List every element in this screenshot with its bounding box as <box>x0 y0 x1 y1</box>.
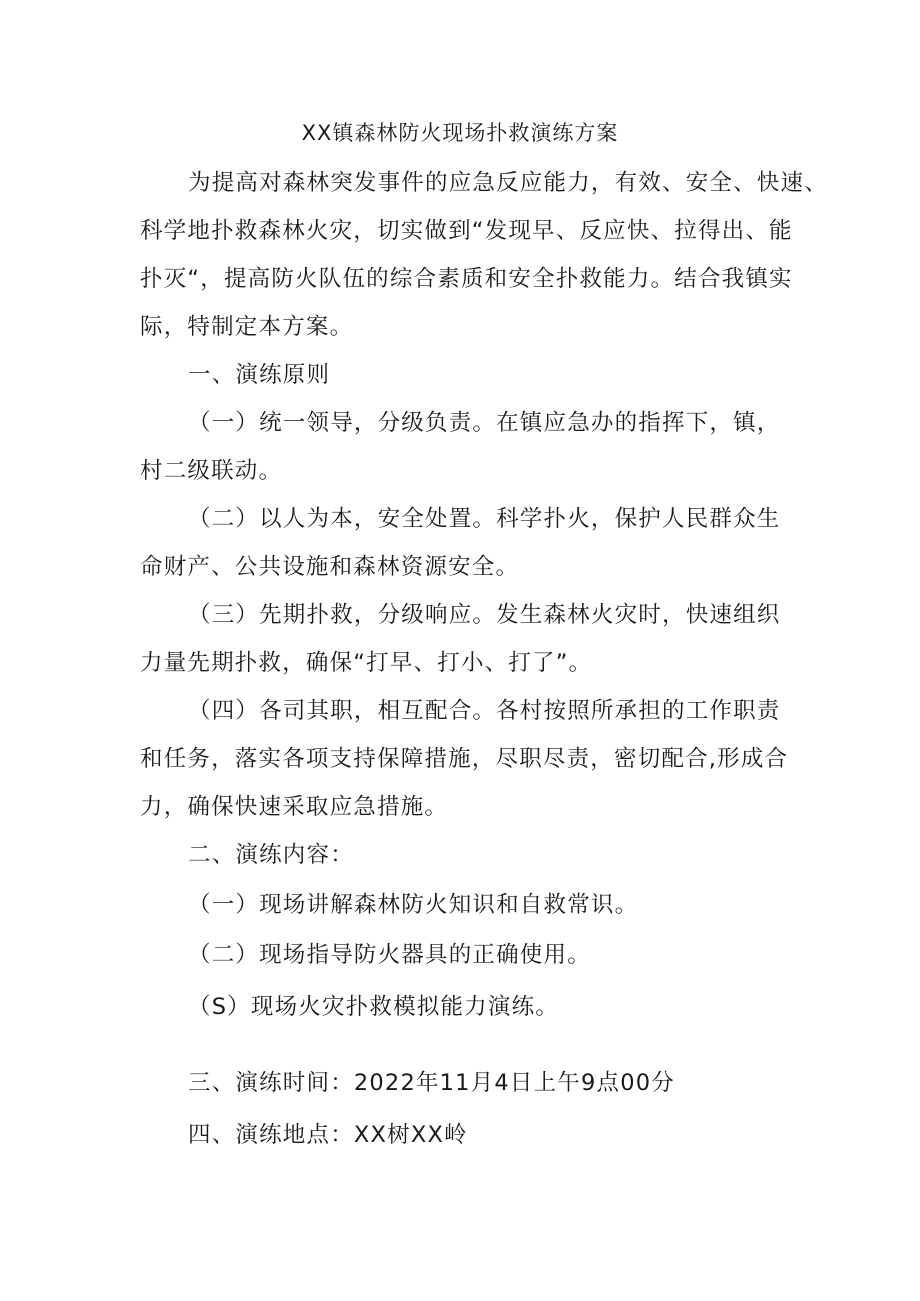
section1-item2-line2: 命财产、公共设施和森林资源安全。 <box>140 554 520 580</box>
section1-item4-line3: 力，确保快速采取应急措施。 <box>140 794 449 820</box>
section1-item2-line1: （二）以人为本，安全处置。科学扑火，保护人民群众生 <box>188 506 781 532</box>
intro-line-2: 科学地扑救森林火灾，切实做到“发现早、反应快、拉得出、能 <box>140 218 793 244</box>
section2-item-2: （二）现场指导防火器具的正确使用。 <box>188 942 591 968</box>
section1-item4-line1: （四）各司其职，相互配合。各村按照所承担的工作职责 <box>188 698 781 724</box>
intro-line-3: 扑灭“，提高防火队伍的综合素质和安全扑救能力。结合我镇实 <box>140 266 793 292</box>
section4-location: 四、演练地点：XX树XX岭 <box>188 1122 468 1148</box>
section2-item-3: （S）现场火灾扑救模拟能力演练。 <box>188 994 559 1020</box>
section3-time: 三、演练时间：2022年11月4日上午9点00分 <box>188 1070 675 1096</box>
section1-item4-line2: 和任务，落实各项支持保障措施，尽职尽责，密切配合,形成合 <box>140 746 789 772</box>
section2-item-1: （一）现场讲解森林防火知识和自救常识。 <box>188 892 639 918</box>
section1-item3-line1: （三）先期扑救，分级响应。发生森林火灾时，快速组织 <box>188 602 781 628</box>
section1-item1-line2: 村二级联动。 <box>140 458 283 484</box>
document-title: XX镇森林防火现场扑救演练方案 <box>301 121 619 145</box>
section1-heading: 一、演练原则 <box>188 362 331 388</box>
section1-item3-line2: 力量先期扑救，确保“打早、打小、打了”。 <box>140 650 593 676</box>
intro-line-1: 为提高对森林突发事件的应急反应能力，有效、安全、快速、 <box>188 170 828 196</box>
section1-item1-line1: （一）统一领导，分级负责。在镇应急办的指挥下，镇， <box>188 410 781 436</box>
section2-heading: 二、演练内容： <box>188 842 354 868</box>
intro-line-4: 际，特制定本方案。 <box>140 314 354 340</box>
